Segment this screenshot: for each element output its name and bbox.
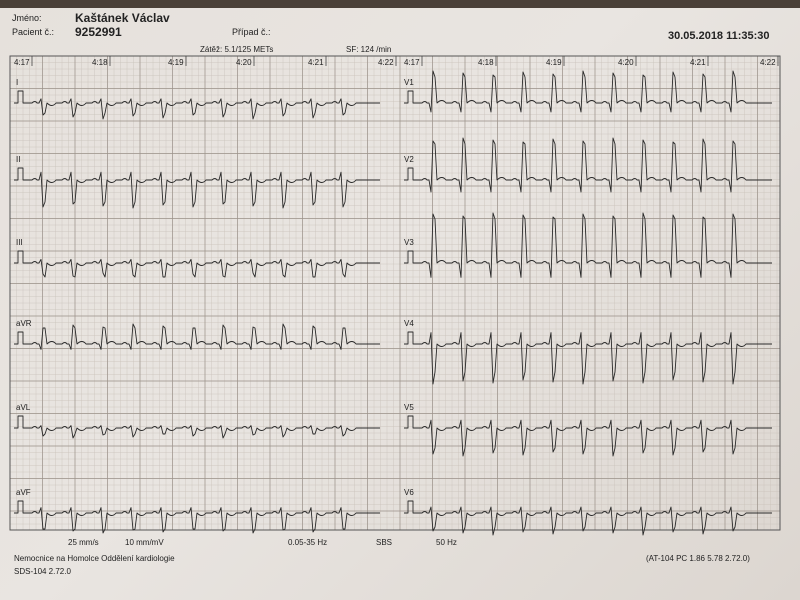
notch-filter: 50 Hz xyxy=(436,538,457,547)
lead-label: V4 xyxy=(404,319,414,328)
lead-label: I xyxy=(16,78,19,87)
filter: 0.05-35 Hz xyxy=(288,538,328,547)
time-mark-right: 4:22 xyxy=(760,58,776,67)
time-mark-left: 4:20 xyxy=(236,58,252,67)
time-mark-left: 4:17 xyxy=(14,58,30,67)
gain: 10 mm/mV xyxy=(125,538,164,547)
software-version: SDS-104 2.72.0 xyxy=(14,567,71,576)
ecg-trace-avr xyxy=(14,324,380,349)
time-mark-right: 4:18 xyxy=(478,58,494,67)
lead-label: aVL xyxy=(16,403,31,412)
ecg-trace-v1 xyxy=(404,71,772,112)
ecg-trace-avf xyxy=(14,501,380,533)
ecg-trace-avl xyxy=(14,416,380,438)
time-mark-right: 4:19 xyxy=(546,58,562,67)
ecg-paper xyxy=(0,8,800,600)
lead-label: V1 xyxy=(404,78,414,87)
lead-label: aVF xyxy=(16,488,31,497)
lead-label: V2 xyxy=(404,155,414,164)
time-mark-left: 4:18 xyxy=(92,58,108,67)
lead-label: V5 xyxy=(404,403,414,412)
time-mark-left: 4:22 xyxy=(378,58,394,67)
load-text: Zátěž: 5.1/125 METs xyxy=(200,45,274,54)
time-mark-left: 4:21 xyxy=(308,58,324,67)
ecg-trace-v3 xyxy=(404,213,772,277)
sbs-label: SBS xyxy=(376,538,393,547)
time-mark-right: 4:21 xyxy=(690,58,706,67)
time-mark-right: 4:17 xyxy=(404,58,420,67)
lead-label: V3 xyxy=(404,238,414,247)
ecg-grid-and-traces xyxy=(0,8,800,600)
ecg-trace-v2 xyxy=(404,138,772,192)
time-mark-left: 4:19 xyxy=(168,58,184,67)
lead-label: II xyxy=(16,155,21,164)
lead-label: V6 xyxy=(404,488,414,497)
device-info: (AT-104 PC 1.86 5.78 2.72.0) xyxy=(646,554,750,563)
patient-name: Kaštánek Václav xyxy=(75,11,170,25)
time-mark-right: 4:20 xyxy=(618,58,634,67)
case-number-label: Případ č.: xyxy=(232,27,271,37)
date-time: 30.05.2018 11:35:30 xyxy=(668,30,770,42)
paper-speed: 25 mm/s xyxy=(68,538,99,547)
patient-number-label: Pacient č.: xyxy=(12,27,55,37)
ecg-trace-ii xyxy=(14,168,380,208)
institution: Nemocnice na Homolce Oddělení kardiologie xyxy=(14,554,175,563)
ecg-trace-v4 xyxy=(404,332,772,384)
patient-number: 9252991 xyxy=(75,25,122,39)
name-label: Jméno: xyxy=(12,13,42,23)
heart-rate-text: SF: 124 /min xyxy=(346,45,392,54)
ecg-trace-v5 xyxy=(404,416,772,456)
lead-label: III xyxy=(16,238,23,247)
lead-label: aVR xyxy=(16,319,32,328)
